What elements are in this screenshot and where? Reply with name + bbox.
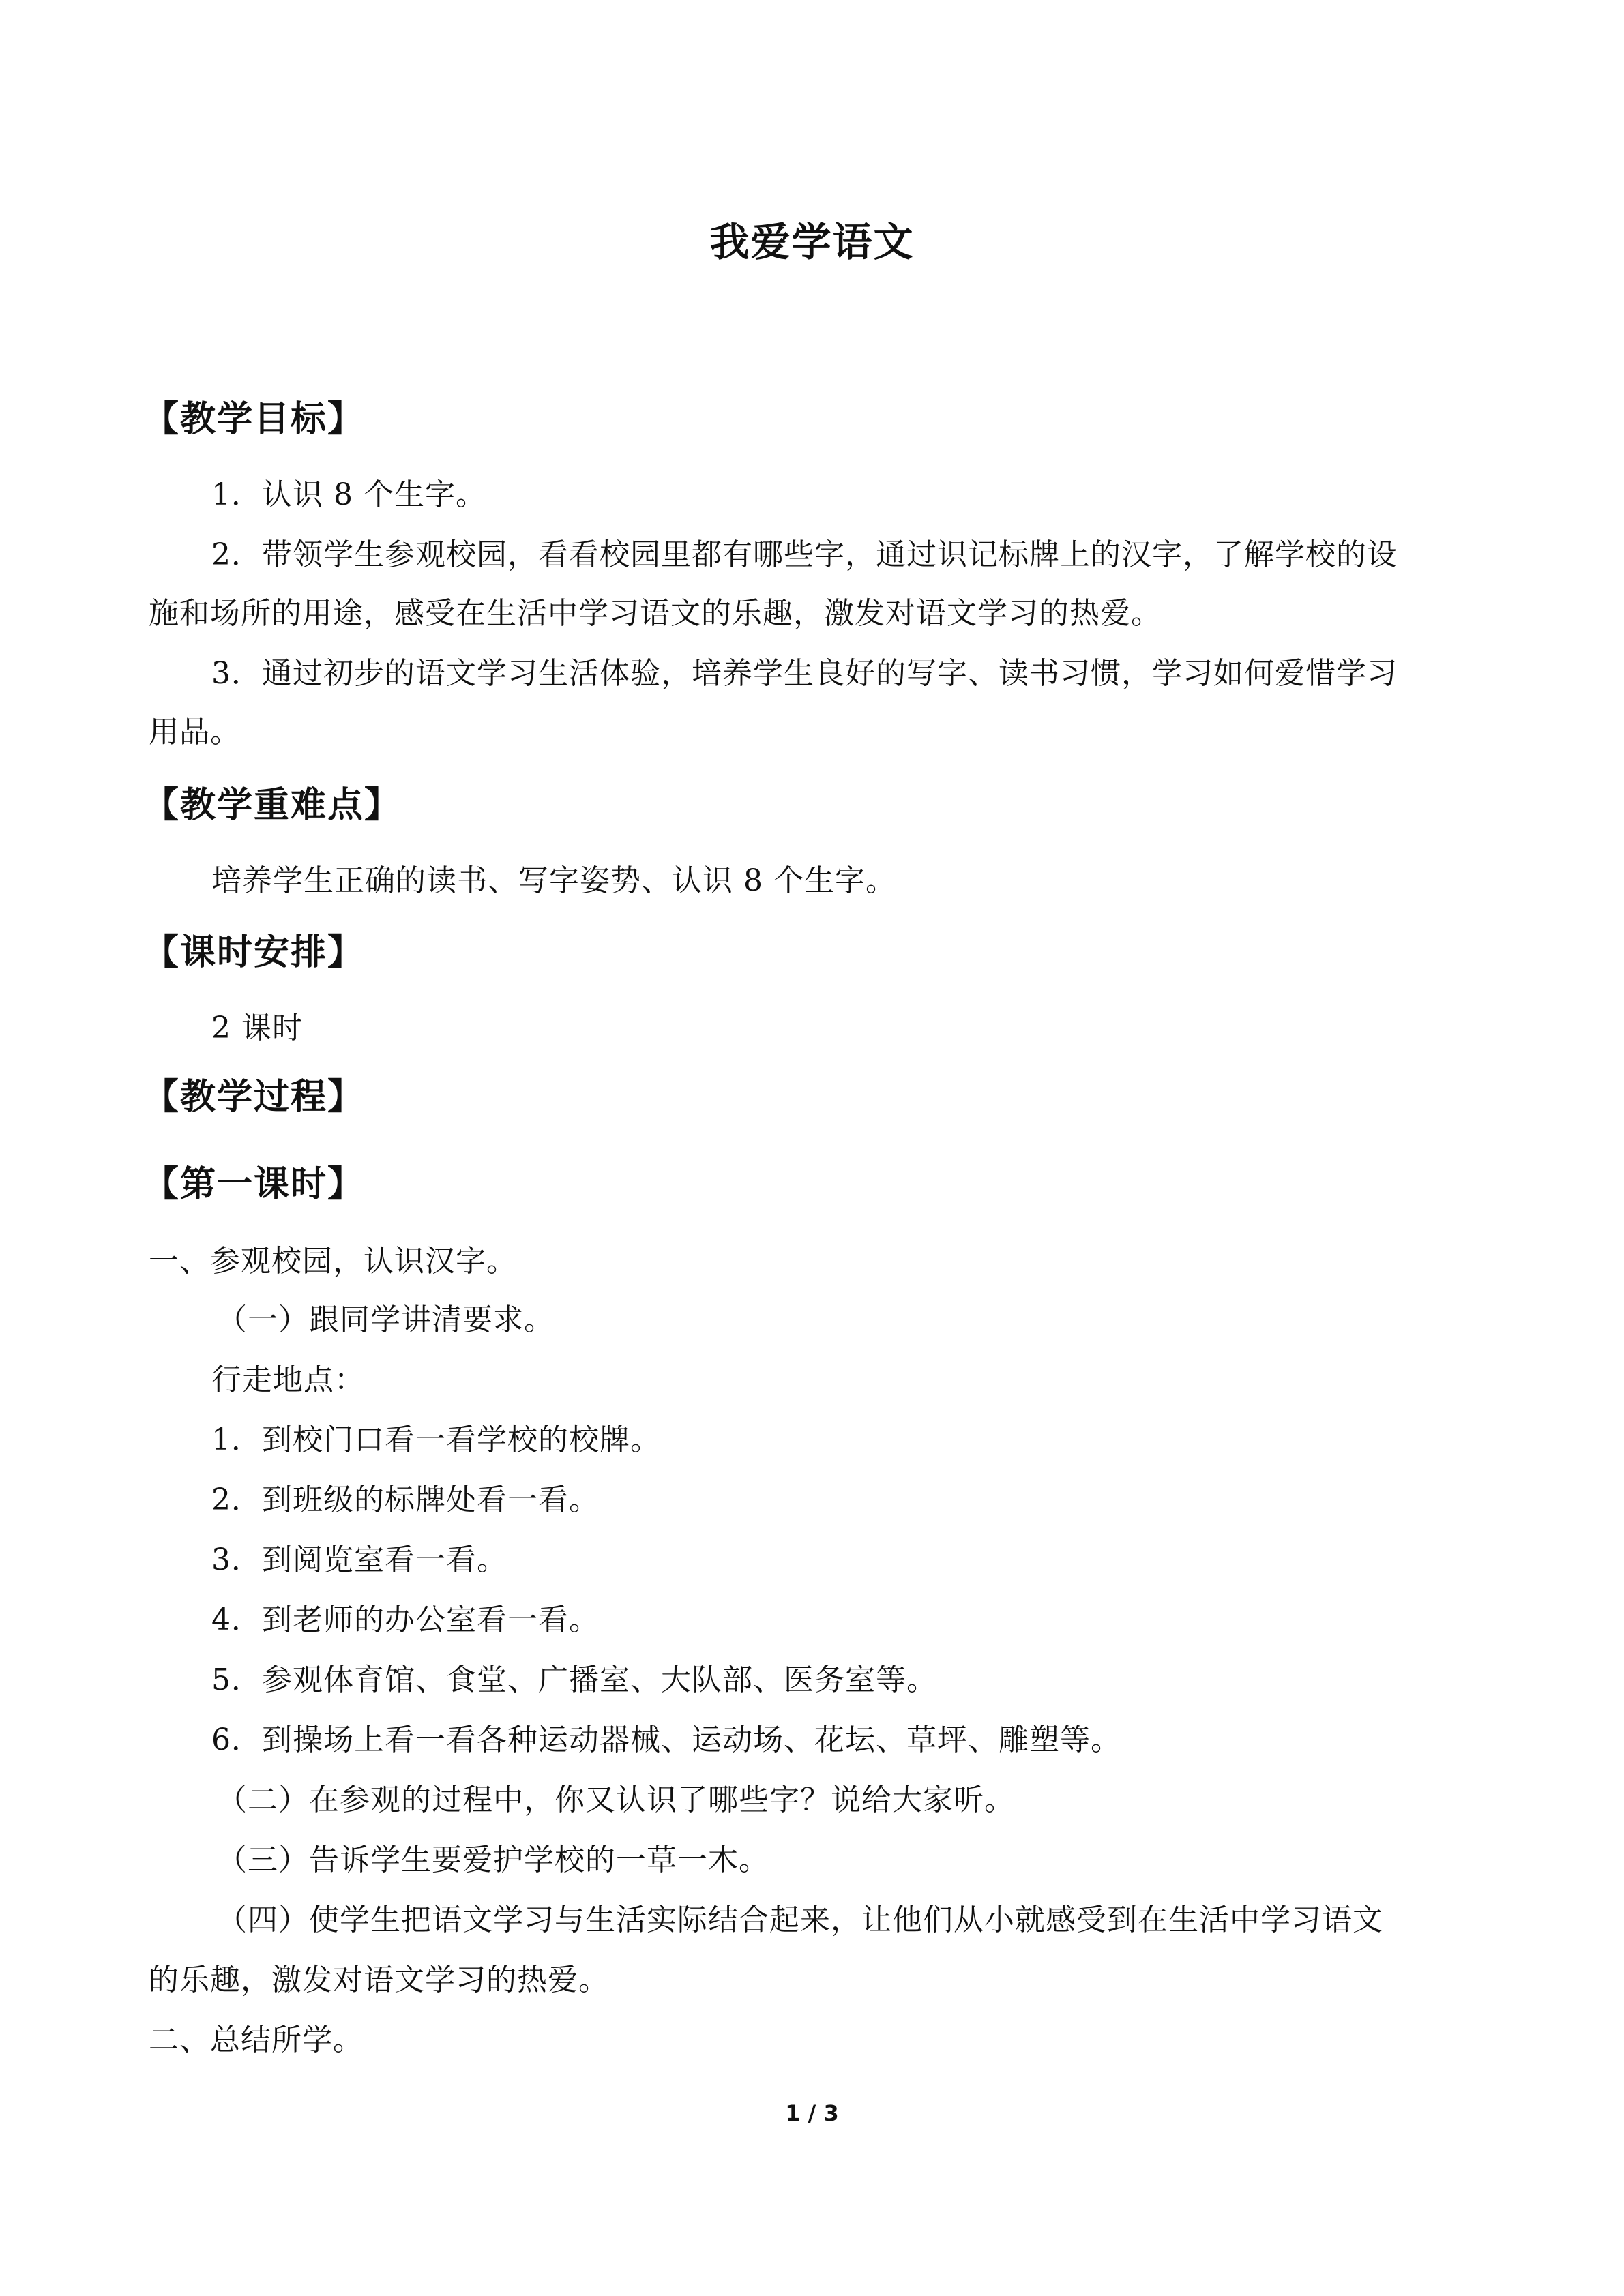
subsection-4-line-2: 的乐趣，激发对语文学习的热爱。 — [149, 1963, 609, 1997]
page-number: 1 / 3 — [785, 2100, 839, 2126]
section-2-title: 二、总结所学。 — [149, 2023, 364, 2057]
heading-schedule: 【课时安排】 — [143, 932, 365, 973]
heading-process: 【教学过程】 — [143, 1077, 365, 1118]
heading-lesson-one: 【第一课时】 — [143, 1164, 365, 1205]
schedule-text: 2 课时 — [211, 1011, 303, 1045]
route-item-3: 3．到阅览室看一看。 — [211, 1542, 507, 1577]
subsection-2: （二）在参观的过程中，你又认识了哪些字？说给大家听。 — [217, 1783, 1015, 1817]
route-item-4: 4．到老师的办公室看一看。 — [211, 1602, 600, 1637]
route-item-1: 1．到校门口看一看学校的校牌。 — [211, 1422, 661, 1457]
route-item-6: 6．到操场上看一看各种运动器械、运动场、花坛、草坪、雕塑等。 — [211, 1723, 1121, 1757]
subsection-4-line-1: （四）使学生把语文学习与生活实际结合起来，让他们从小就感受到在生活中学习语文 — [217, 1903, 1383, 1937]
route-label: 行走地点： — [211, 1362, 365, 1397]
subsection-3: （三）告诉学生要爱护学校的一草一木。 — [217, 1843, 769, 1877]
route-item-2: 2．到班级的标牌处看一看。 — [211, 1482, 600, 1517]
section-1-title: 一、参观校园，认识汉字。 — [149, 1244, 517, 1279]
goal-item-1: 1．认识 8 个生字。 — [211, 477, 486, 512]
goal-item-3-line-1: 3．通过初步的语文学习生活体验，培养学生良好的写字、读书习惯，学习如何爱惜学习 — [211, 656, 1398, 691]
goal-item-3-line-2: 用品。 — [149, 715, 241, 749]
route-item-5: 5．参观体育馆、食堂、广播室、大队部、医务室等。 — [211, 1663, 937, 1697]
subsection-1: （一）跟同学讲清要求。 — [217, 1302, 555, 1337]
key-points-text: 培养学生正确的读书、写字姿势、认识 8 个生字。 — [211, 863, 896, 898]
heading-key-points: 【教学重难点】 — [143, 785, 402, 826]
heading-goals: 【教学目标】 — [143, 399, 365, 440]
page-title: 我爱学语文 — [709, 219, 915, 265]
goal-item-2-line-1: 2．带领学生参观校园，看看校园里都有哪些字，通过识记标牌上的汉字，了解学校的设 — [211, 537, 1398, 572]
goal-item-2-line-2: 施和场所的用途，感受在生活中学习语文的乐趣，激发对语文学习的热爱。 — [149, 596, 1162, 631]
